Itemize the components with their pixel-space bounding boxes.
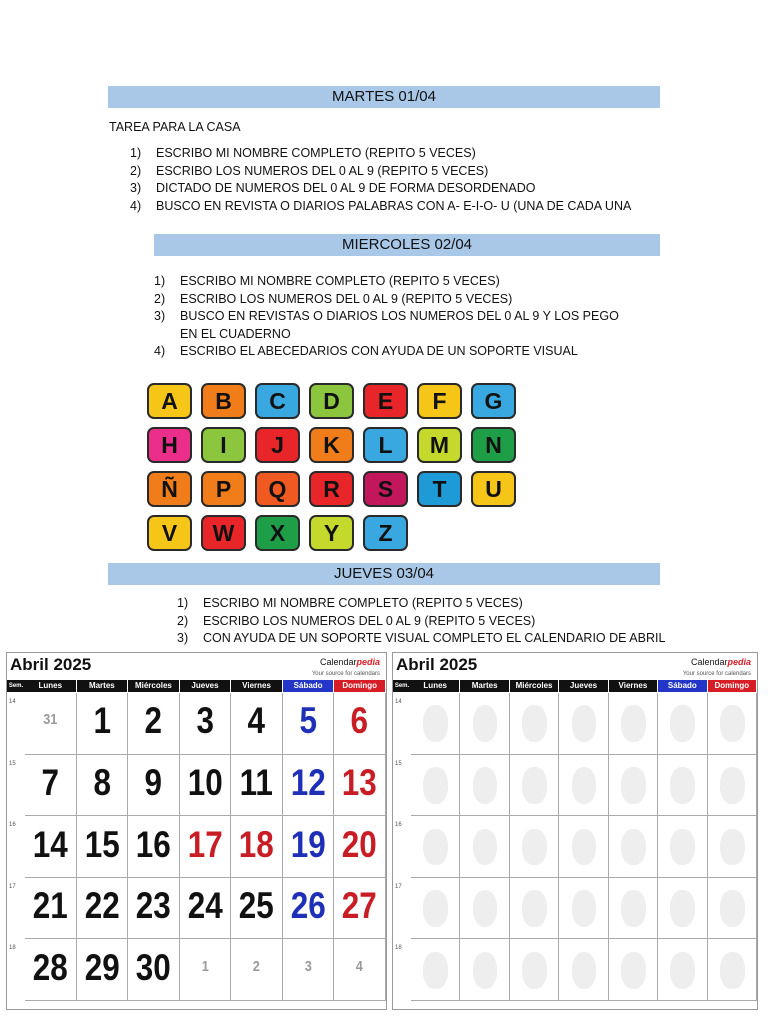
calendar-day-cell (411, 878, 460, 940)
erased-day-mark (720, 829, 745, 866)
calendar-day-cell (609, 816, 658, 878)
task-number: 2) (177, 613, 189, 628)
calendar-day-number: 14 (32, 823, 68, 865)
calendar-day-number: 26 (290, 885, 326, 927)
calendar-day-cell (231, 816, 283, 878)
calendar-day-cell (77, 939, 129, 1001)
erased-day-mark (473, 705, 498, 742)
calendar-day-cell (510, 939, 559, 1001)
erased-day-mark (621, 952, 646, 989)
calendar-day-cell (658, 816, 707, 878)
weekday-header: Miércoles (510, 680, 558, 692)
letter-tile: J (255, 427, 300, 463)
task-text: CON AYUDA DE UN SOPORTE VISUAL COMPLETO EL CALENDARIO DE ABRIL (203, 631, 666, 645)
weekday-header: Jueves (180, 680, 231, 692)
letter-tile: Y (309, 515, 354, 551)
calendar-day-number: 3 (304, 957, 312, 975)
week-number: 16 (9, 822, 16, 829)
calendar-day-number: 15 (84, 823, 120, 865)
weekday-header: Domingo (334, 680, 385, 692)
calendar-day-cell (77, 755, 129, 817)
calendar-day-cell (411, 693, 460, 755)
calendar-day-cell (559, 816, 608, 878)
weekday-header: Domingo (708, 680, 756, 692)
calendar-day-cell (658, 939, 707, 1001)
weekday-header: Sábado (283, 680, 334, 692)
letter-tile: P (201, 471, 246, 507)
task-number: 1) (177, 596, 189, 610)
erased-day-mark (473, 952, 498, 989)
calendar-day-cell (708, 693, 757, 755)
erased-day-mark (670, 829, 695, 866)
calendar-day-cell (510, 755, 559, 817)
calendar-day-number: 7 (41, 761, 60, 803)
calendar-day-number: 20 (342, 823, 378, 865)
calendar-day-cell (658, 693, 707, 755)
letter-tile: V (147, 515, 192, 551)
calendar-day-cell (334, 939, 386, 1001)
letter-tile: M (417, 427, 462, 463)
erased-day-mark (423, 890, 448, 927)
jueves-task-item (177, 630, 677, 648)
letter-tile: E (363, 383, 408, 419)
erased-day-mark (522, 952, 547, 989)
erased-day-mark (572, 829, 597, 866)
calendar-day-cell (283, 755, 335, 817)
weekday-header: Viernes (609, 680, 657, 692)
erased-day-mark (423, 705, 448, 742)
calendar-day-number: 27 (342, 885, 378, 927)
brand-text: Calendar (690, 657, 728, 667)
task-text: ESCRIBO LOS NUMEROS DEL 0 AL 9 (REPITO 5 VECES) (203, 613, 536, 628)
letter-tile: H (147, 427, 192, 463)
erased-day-mark (720, 952, 745, 989)
calendar-day-cell (25, 878, 77, 940)
calendar-april-filled (6, 652, 387, 1010)
weekday-header: Lunes (25, 680, 76, 692)
task-number: 1) (130, 146, 142, 160)
calendar-day-cell (460, 939, 509, 1001)
week-number: 16 (395, 822, 402, 829)
calendar-day-cell (231, 755, 283, 817)
weekday-header: Viernes (231, 680, 282, 692)
erased-day-mark (720, 705, 745, 742)
martes-task-item (130, 180, 690, 198)
calendar-day-cell (25, 693, 77, 755)
task-number: 2) (154, 291, 166, 306)
calendar-title: Abril 2025 (10, 655, 92, 674)
task-number: 1) (154, 274, 166, 288)
calendar-day-number: 24 (187, 885, 223, 927)
martes-task-item (130, 163, 690, 181)
martes-task-list (130, 145, 690, 215)
letter-tile: T (417, 471, 462, 507)
calendar-day-cell (180, 693, 232, 755)
jueves-task-item (177, 613, 677, 631)
task-text: ESCRIBO EL ABECEDARIOS CON AYUDA DE UN SOPORTE VISUAL (180, 344, 578, 358)
letter-tile: Q (255, 471, 300, 507)
calendar-day-cell (180, 755, 232, 817)
calendar-day-cell (411, 755, 460, 817)
calendar-day-cell (609, 693, 658, 755)
calendar-day-cell (283, 816, 335, 878)
section-band-martes: MARTES 01/04 (108, 86, 660, 108)
task-number: 2) (130, 163, 142, 178)
calendar-day-cell (334, 693, 386, 755)
calendar-day-cell (334, 816, 386, 878)
calendar-day-number: 22 (84, 885, 120, 927)
task-text: ESCRIBO MI NOMBRE COMPLETO (REPITO 5 VECES) (180, 274, 500, 288)
erased-day-mark (522, 890, 547, 927)
calendar-april-blank (392, 652, 758, 1010)
task-number: 3) (130, 181, 142, 195)
miercoles-task-item (154, 291, 634, 309)
jueves-task-item (177, 595, 677, 613)
calendar-day-cell (231, 878, 283, 940)
erased-day-mark (720, 890, 745, 927)
calendar-brand-logo (683, 657, 751, 679)
erased-day-mark (670, 890, 695, 927)
week-column-header: Sem. (393, 680, 411, 692)
task-text: ESCRIBO MI NOMBRE COMPLETO (REPITO 5 VECES) (156, 146, 476, 160)
erased-day-mark (670, 767, 695, 804)
erased-day-mark (572, 890, 597, 927)
calendar-day-number: 4 (247, 700, 266, 742)
weekday-header: Jueves (559, 680, 607, 692)
letter-tile: K (309, 427, 354, 463)
calendar-day-cell (334, 755, 386, 817)
weekday-header: Martes (77, 680, 128, 692)
erased-day-mark (670, 705, 695, 742)
calendar-day-number: 1 (201, 957, 209, 975)
week-number: 17 (395, 883, 402, 890)
weekday-header: Lunes (411, 680, 459, 692)
section-band-jueves: JUEVES 03/04 (108, 563, 660, 585)
calendar-day-cell (25, 816, 77, 878)
calendar-day-cell (460, 816, 509, 878)
erased-day-mark (522, 829, 547, 866)
calendar-day-cell (128, 755, 180, 817)
week-number: 14 (395, 699, 402, 705)
calendar-day-number: 28 (32, 946, 68, 988)
calendar-day-number: 25 (239, 885, 275, 927)
erased-day-mark (522, 705, 547, 742)
martes-task-item (130, 145, 690, 163)
calendar-day-cell (411, 816, 460, 878)
weekday-header: Martes (460, 680, 508, 692)
martes-task-item (130, 198, 690, 216)
task-number: 4) (130, 198, 142, 213)
calendar-day-cell (25, 755, 77, 817)
letter-tile: D (309, 383, 354, 419)
brand-tagline: Your source for calendars (682, 671, 751, 677)
calendar-day-cell (559, 939, 608, 1001)
week-number: 18 (9, 945, 16, 952)
brand-text-accent: pedia (356, 657, 380, 667)
calendar-day-number: 16 (135, 823, 171, 865)
calendar-day-number: 11 (239, 761, 274, 803)
weekday-header: Sábado (658, 680, 706, 692)
calendar-day-cell (180, 878, 232, 940)
calendar-day-number: 17 (187, 823, 223, 865)
task-number: 3) (177, 631, 189, 645)
calendar-day-number: 1 (93, 700, 111, 742)
calendar-day-cell (283, 939, 335, 1001)
erased-day-mark (423, 829, 448, 866)
erased-day-mark (621, 890, 646, 927)
week-number: 18 (395, 945, 402, 952)
brand-text: Calendar (319, 657, 357, 667)
calendar-day-cell (460, 878, 509, 940)
week-number: 15 (9, 760, 16, 767)
jueves-task-list (177, 595, 677, 648)
erased-day-mark (621, 767, 646, 804)
letter-tile: A (147, 383, 192, 419)
erased-day-mark (572, 952, 597, 989)
calendar-day-cell (180, 816, 232, 878)
calendar-day-cell (510, 816, 559, 878)
erased-day-mark (621, 829, 646, 866)
calendar-day-cell (283, 878, 335, 940)
calendar-day-cell (128, 939, 180, 1001)
alphabet-chart (147, 383, 521, 555)
calendar-day-number: 10 (187, 761, 223, 803)
week-column-header: Sem. (7, 680, 25, 692)
brand-tagline: Your source for calendars (311, 671, 380, 677)
calendar-day-cell (510, 693, 559, 755)
calendar-day-number: 23 (135, 885, 171, 927)
calendar-day-cell (559, 755, 608, 817)
letter-tile: Ñ (147, 471, 192, 507)
letter-tile: S (363, 471, 408, 507)
homework-intro: TAREA PARA LA CASA (109, 120, 241, 134)
calendar-day-number: 4 (356, 957, 364, 975)
task-text: ESCRIBO LOS NUMEROS DEL 0 AL 9 (REPITO 5 VECES) (156, 163, 489, 178)
calendar-day-cell (231, 693, 283, 755)
letter-tile: R (309, 471, 354, 507)
erased-day-mark (572, 705, 597, 742)
calendar-day-cell (658, 878, 707, 940)
calendar-day-cell (559, 693, 608, 755)
erased-day-mark (473, 767, 498, 804)
letter-tile: X (255, 515, 300, 551)
calendar-day-number: 2 (253, 957, 261, 975)
calendar-day-cell (283, 693, 335, 755)
calendar-day-number: 21 (32, 885, 68, 927)
erased-day-mark (473, 829, 498, 866)
task-text: BUSCO EN REVISTAS O DIARIOS LOS NUMEROS DEL 0 AL 9 Y LOS PEGO EN EL CUADERNO (180, 309, 619, 341)
calendar-day-number: 12 (290, 761, 326, 803)
erased-day-mark (670, 952, 695, 989)
letter-tile: G (471, 383, 516, 419)
calendar-day-number: 2 (144, 700, 163, 742)
calendar-day-cell (708, 939, 757, 1001)
task-text: ESCRIBO LOS NUMEROS DEL 0 AL 9 (REPITO 5 VECES) (180, 291, 513, 306)
calendar-day-number: 29 (84, 946, 120, 988)
letter-tile: Z (363, 515, 408, 551)
miercoles-task-item (154, 343, 634, 361)
letter-tile: B (201, 383, 246, 419)
week-number: 17 (9, 883, 16, 890)
erased-day-mark (621, 705, 646, 742)
erased-day-mark (572, 767, 597, 804)
calendar-day-cell (708, 878, 757, 940)
calendar-day-cell (559, 878, 608, 940)
task-text: ESCRIBO MI NOMBRE COMPLETO (REPITO 5 VECES) (203, 596, 523, 610)
calendar-day-cell (128, 693, 180, 755)
letter-tile: C (255, 383, 300, 419)
letter-tile: L (363, 427, 408, 463)
task-number: 4) (154, 344, 166, 358)
week-number: 15 (395, 760, 402, 767)
calendar-day-cell (128, 816, 180, 878)
calendar-day-number: 18 (239, 823, 275, 865)
calendar-day-cell (334, 878, 386, 940)
erased-day-mark (423, 952, 448, 989)
miercoles-task-list (154, 273, 634, 361)
calendar-day-cell (77, 693, 129, 755)
calendar-day-cell (231, 939, 283, 1001)
erased-day-mark (473, 890, 498, 927)
calendar-day-cell (708, 755, 757, 817)
calendar-day-cell (77, 816, 129, 878)
miercoles-task-item (154, 273, 634, 291)
calendar-day-cell (510, 878, 559, 940)
calendar-day-number: 3 (196, 700, 214, 742)
letter-tile: I (201, 427, 246, 463)
letter-tile: N (471, 427, 516, 463)
task-text: BUSCO EN REVISTA O DIARIOS PALABRAS CON A- E-I-O- U (UNA DE CADA UNA (156, 198, 632, 213)
week-number: 14 (9, 699, 16, 705)
calendar-day-number: 13 (342, 761, 378, 803)
calendar-day-cell (609, 755, 658, 817)
miercoles-task-item (154, 308, 634, 343)
letter-tile: F (417, 383, 462, 419)
calendar-day-number: 9 (144, 761, 163, 803)
calendar-brand-logo (312, 657, 380, 679)
calendar-day-number: 5 (299, 700, 317, 742)
brand-text-accent: pedia (727, 657, 751, 667)
task-text: DICTADO DE NUMEROS DEL 0 AL 9 DE FORMA DESORDENADO (156, 181, 536, 195)
erased-day-mark (423, 767, 448, 804)
calendar-day-cell (460, 693, 509, 755)
calendar-day-number: 6 (350, 700, 369, 742)
weekday-header: Miércoles (128, 680, 179, 692)
calendar-day-cell (460, 755, 509, 817)
calendar-title: Abril 2025 (396, 655, 478, 674)
task-number: 3) (154, 309, 166, 323)
calendar-day-cell (609, 878, 658, 940)
calendar-day-cell (128, 878, 180, 940)
calendar-day-number: 31 (43, 711, 58, 729)
calendar-day-cell (77, 878, 129, 940)
letter-tile: U (471, 471, 516, 507)
calendar-day-number: 30 (135, 946, 171, 988)
section-band-miercoles: MIERCOLES 02/04 (154, 234, 660, 256)
erased-day-mark (522, 767, 547, 804)
calendar-day-number: 8 (93, 761, 111, 803)
calendar-day-cell (411, 939, 460, 1001)
calendar-day-cell (658, 755, 707, 817)
calendar-day-cell (25, 939, 77, 1001)
calendar-day-cell (609, 939, 658, 1001)
erased-day-mark (720, 767, 745, 804)
calendar-day-cell (708, 816, 757, 878)
letter-tile: W (201, 515, 246, 551)
calendar-day-number: 19 (290, 823, 326, 865)
calendar-day-cell (180, 939, 232, 1001)
